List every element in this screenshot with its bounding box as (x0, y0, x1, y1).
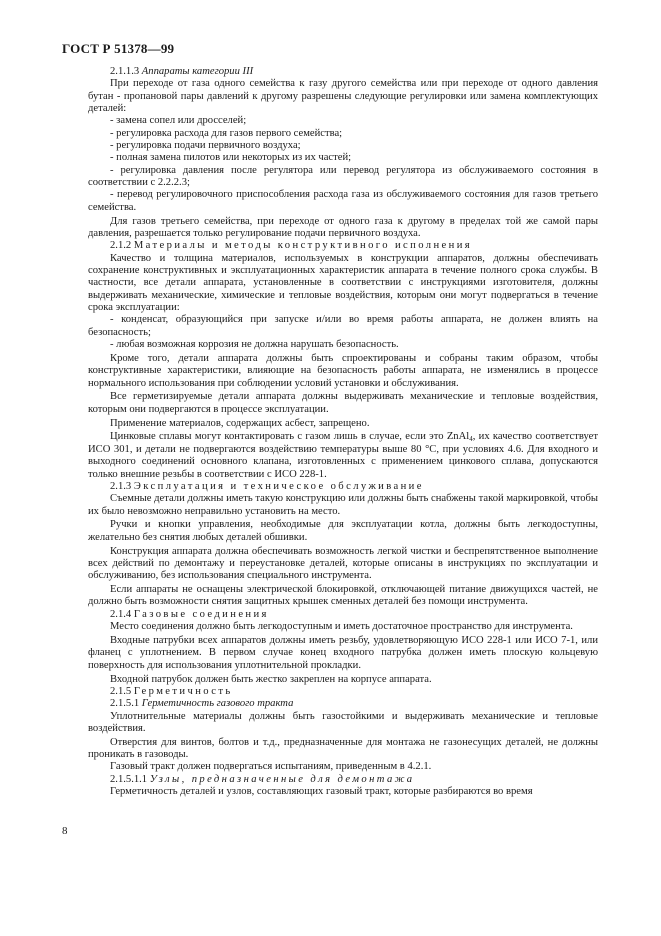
paragraph: Отверстия для винтов, болтов и т.д., предназначенные для монтажа не газонесущих деталей, не должны проникать в газоводы. (88, 736, 598, 761)
section-heading-2-1-1-3: 2.1.1.3 Аппараты категории III (110, 66, 254, 77)
section-heading-2-1-5: 2.1.5 Герметичность (110, 685, 233, 697)
section-heading-2-1-2: 2.1.2 Материалы и методы конструктивного исполнения (110, 240, 473, 252)
section-heading-2-1-4: 2.1.4 Газовые соединения (110, 608, 269, 620)
list-item: - регулировка давления после регулятора или перевод регулятора из обслуживаемого состояния в соответствии с 2.2.2.3; (88, 164, 598, 189)
paragraph: Для газов третьего семейства, при переходе от одного газа к другому в пределах той же самой пары давления, разрешается только регулирование подачи первичного воздуха. (88, 215, 598, 239)
paragraph: Качество и толщина материалов, используемых в конструкции аппаратов, должны обеспечивать сохранение конструктивных и эксплуатационных характеристик аппарата в течение полного срока службы. В частности, все детали аппарата, установленные в соответствии с инструкциями изготовителя, должны выдерживать механические, химические и тепловые воздействия, которым они могут подвергаться в течение срока эксплуатации: (88, 252, 598, 314)
paragraph: Цинковые сплавы могут контактировать с газом лишь в случае, если это ZnAl$_4$, их качество соответствует ИСО 301, и детали не подвергаются воздействию температуры выше 80 °С, при условиях 4.6. Для входного и выходного соединений основного клапана, изготовленных с применением цинкового сплава, допускаются только внешние резьбы в соответствии с ИСО 228-1. (88, 431, 598, 480)
section-heading-2-1-5-1-1: 2.1.5.1.1 Узлы, предназначенные для демонтажа (110, 773, 415, 785)
paragraph: Место соединения должно быть легкодоступным и иметь достаточное пространство для инструмента. (110, 621, 573, 633)
list-item: - любая возможная коррозия не должна нарушать безопасность. (110, 339, 399, 351)
paragraph: Газовый тракт должен подвергаться испытаниям, приведенным в 4.2.1. (110, 761, 432, 773)
paragraph: Съемные детали должны иметь такую конструкцию или должны быть снабжены такой маркировкой, чтобы их было невозможно неправильно установить на место. (88, 493, 598, 517)
paragraph: При переходе от газа одного семейства к газу другого семейства или при переходе от одного давления бутан - пропановой пары давлений к другому разрешены следующие регулировки или замена комплектующих деталей: (88, 78, 598, 115)
paragraph: Герметичность деталей и узлов, составляющих газовый тракт, которые разбираются во время (110, 786, 533, 798)
list-item: - регулировка расхода для газов первого семейства; (110, 127, 343, 139)
paragraph: Если аппараты не оснащены электрической блокировкой, отключающей питание движущихся частей, не должно быть возможности снятия защитных крышек сменных деталей без помощи инструмента. (88, 584, 598, 608)
paragraph: Уплотнительные материалы должны быть газостойкими и выдерживать механические и тепловые воздействия. (88, 710, 598, 734)
list-item: - замена сопел или дросселей; (110, 115, 247, 127)
section-heading-2-1-3: 2.1.3 Эксплуатация и техническое обслуживание (110, 480, 424, 492)
paragraph: Ручки и кнопки управления, необходимые для эксплуатации котла, должны быть легкодоступны, желательно без снятия любых деталей обшивки. (88, 519, 598, 543)
section-heading-2-1-5-1: 2.1.5.1 Герметичность газового тракта (110, 698, 294, 710)
paragraph: Входной патрубок должен быть жестко закреплен на корпусе аппарата. (110, 673, 432, 685)
paragraph: Применение материалов, содержащих асбест, запрещено. (110, 417, 370, 429)
list-item: - регулировка подачи первичного воздуха; (110, 140, 301, 152)
paragraph: Входные патрубки всех аппаратов должны иметь резьбу, удовлетворяющую ИСО 228-1 или ИСО 7-1, или фланец с уплотнением. В первом случае конец входного патрубка должен иметь плоскую кольцевую поверхность для использования уплотнительной прокладки. (88, 634, 598, 671)
list-item: - конденсат, образующийся при запуске и/или во время работы аппарата, не должен влиять на безопасность; (88, 314, 598, 338)
paragraph: Конструкция аппарата должна обеспечивать возможность легкой чистки и беспрепятственное выполнение всех действий по демонтажу и переустановке деталей, которые описаны в инструкциях по эксплуатации и обслуживанию, без использования специального инструмента. (88, 545, 598, 582)
list-item: - полная замена пилотов или некоторых из их частей; (110, 152, 352, 164)
page-number: 8 (62, 825, 68, 837)
paragraph: Кроме того, детали аппарата должны быть спроектированы и собраны таким образом, чтобы конструктивные характеристики, влияющие на безопасность работы аппарата, не изменялись в процессе нормального использования при соблюдении условий установки и обслуживания. (88, 352, 598, 389)
document-body (88, 66, 598, 798)
standard-header: ГОСТ Р 51378—99 (62, 41, 175, 56)
paragraph: Все герметизируемые детали аппарата должны выдерживать механические и тепловые воздействия, которым они подвергаются в процессе эксплуатации. (88, 391, 598, 415)
list-item: - перевод регулировочного приспособления расхода газа из обслуживаемого состояния для газов третьего семейства. (88, 189, 598, 213)
